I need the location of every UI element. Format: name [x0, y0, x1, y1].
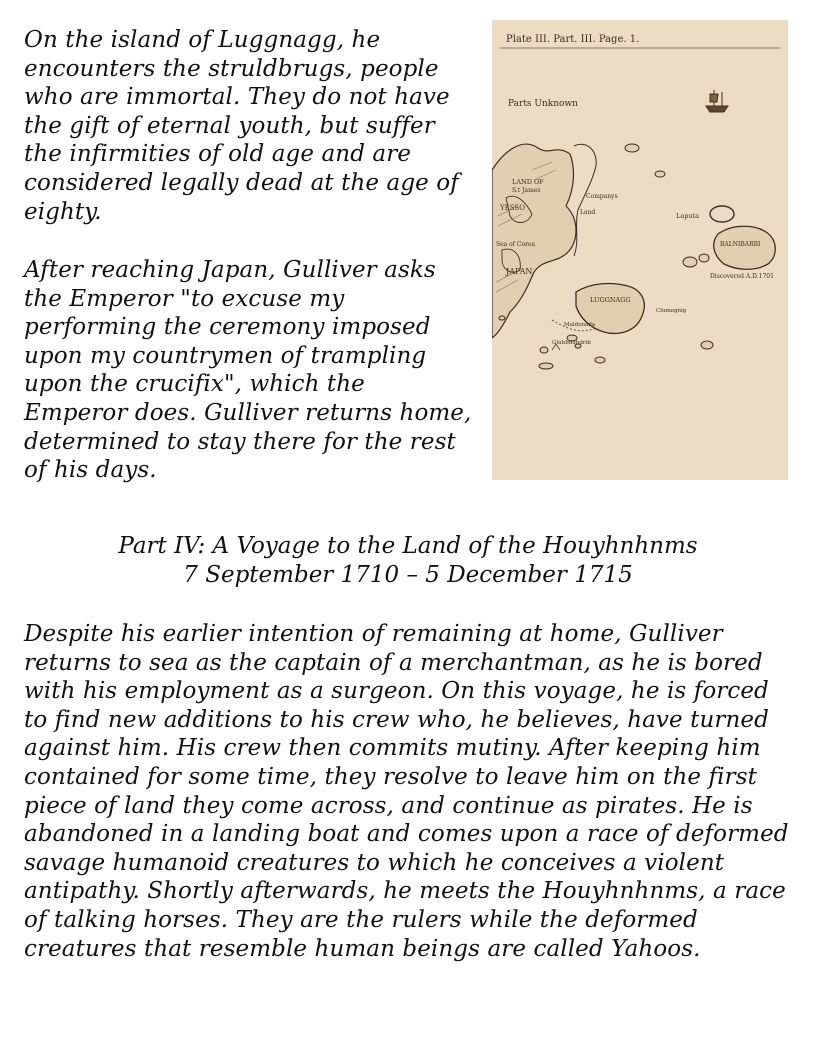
map-label: YESSO	[500, 204, 525, 212]
paragraph-part-iv: Despite his earlier intention of remaining at home, Gulliver returns to sea as the captain of a merchantman, as he is bored with his employment as a surgeon. On this voyage, he is forced to find new additions to his crew who, he believes, have turned against him. His crew then commits mutiny. After keeping him contained for some time, they resolve to leave him on the first piece of land they come across, and continue as pirates. He is abandoned in a landing boat and comes upon a race of deformed savage humanoid creatures to which he conceives a violent antipathy. Shortly afterwards, he meets the Houyhnhnms, a race of talking horses. They are the rulers while the deformed creatures that resemble human beings are called Yahoos.	[24, 621, 789, 962]
map-label: Land	[580, 209, 596, 216]
map-label: LUGGNAGG	[590, 296, 631, 304]
map-label: Maldonada	[564, 322, 596, 328]
map-plate-label: Plate III. Part. III. Page. 1.	[506, 34, 640, 45]
map-label: LAND OF	[512, 178, 544, 186]
map-label: Discovered A.D.1701	[710, 273, 774, 280]
map-label: Laputa	[676, 212, 700, 220]
section-dates: 7 September 1710 – 5 December 1715	[183, 562, 633, 588]
section-title: Part IV: A Voyage to the Land of the Houyhnhnms	[118, 533, 698, 559]
map-label: Sea of Corea	[496, 241, 536, 248]
map-label: JAPAN	[506, 267, 533, 276]
map-label: BALNIBARBI	[720, 241, 761, 248]
map-illustration	[492, 20, 788, 480]
map-label: Companys	[586, 193, 618, 200]
paragraph-luggnagg: On the island of Luggnagg, he encounters the struldbrugs, people who are immortal. They do not have the gift of eternal youth, but suffer the infirmities of old age and are considered legally dead at the age of eighty.	[24, 27, 459, 225]
map-parts-unknown: Parts Unknown	[508, 99, 578, 109]
paragraph-japan: After reaching Japan, Gulliver asks the Emperor "to excuse my performing the ceremony imposed upon my countrymen of trampling upon the crucifix", which the Emperor does. Gulliver returns home, determined to stay there for the rest of his days.	[24, 257, 472, 484]
map-label: Glubbdubdrib	[552, 340, 591, 346]
section-heading	[0, 532, 816, 590]
map-label: Clumegnig	[656, 308, 687, 314]
map-label: S.t James	[512, 187, 541, 194]
